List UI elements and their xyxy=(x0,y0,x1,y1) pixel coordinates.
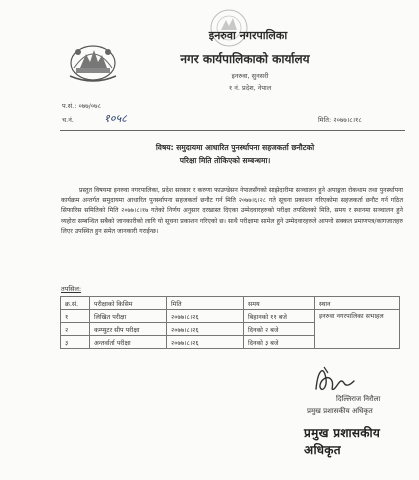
cell-time: दिनको २ बजे xyxy=(244,323,315,336)
letter-number: प.सं.: ०७७/०७८ xyxy=(62,102,101,110)
subject-line2: परिक्षा मिति तोकिएको सम्बन्धमा। xyxy=(179,156,271,165)
signature-icon xyxy=(310,359,360,399)
address-line2: १ नं. प्रदेश, नेपाल xyxy=(228,84,272,92)
header-exam-type: परीक्षाको किसिम xyxy=(90,297,167,310)
title-stamp: प्रमुख प्रशासकीय अधिकृत xyxy=(304,426,381,457)
table-row xyxy=(61,310,400,323)
cell-exam-type: कम्प्युटर सीप परीक्षा xyxy=(90,323,167,336)
subject-line1: विषय: समुदायमा आधारित पुनर्स्थापना सहजकर्ता छनौटको xyxy=(155,143,315,152)
cell-date: २०७७।८।२६ xyxy=(167,323,244,336)
cell-date: २०७७।८।२६ xyxy=(167,336,244,349)
cell-exam-type: अन्तर्वार्ता परीक्षा xyxy=(90,336,167,349)
office-name-line2: नगर कार्यपालिकाको कार्यालय xyxy=(180,52,310,66)
header-date: मिति xyxy=(167,297,244,310)
header-divider xyxy=(60,130,405,131)
government-emblem-icon xyxy=(66,38,120,84)
cell-time: दिनको ३ बजे xyxy=(244,336,315,349)
cell-exam-type: लिखित परीक्षा xyxy=(90,310,167,323)
exam-schedule-table xyxy=(60,296,400,349)
header-serial: क्र.सं. xyxy=(61,297,90,310)
header-time: समय xyxy=(244,297,315,310)
cell-serial: १ xyxy=(61,310,90,323)
header-location: स्थान xyxy=(315,297,400,310)
dispatch-number-label: च.नं. xyxy=(62,116,74,124)
signatory-title: प्रमुख प्रशासकीय अधिकृत xyxy=(307,407,373,415)
schedule-label: तपसिल: xyxy=(61,285,82,293)
cell-serial: २ xyxy=(61,323,90,336)
cell-serial: ३ xyxy=(61,336,90,349)
office-name-line1: इनरुवा नगरपालिका xyxy=(208,29,288,42)
notice-body: प्रस्तुत विषयमा इनरुवा नगरपालिका, प्रदेश सरकार र करुणा फाउण्डेसन नेपालसँगको साझेदारीमा सञ्चालन हुने अपाङ्गता रोकथाम तथा पुनर्स्थापना कार्यक्रम अन्तर्गत समुदायमा आधारित पुनर्स्थापना सहजकर्ता छनौट गर्न मिति २०७७।६।२८ गते सूचना प्रकाशन गरिएकोमा सहजकर्ता छनौट गर्न गठित सिफारिस समितिको मिति २०७७।८।१७ गतेको निर्णय अनुसार दरखास्त दिएका उम्मेदवारहरुको परीक्षा तपसिलको मिति, समय र स्थानमा सञ्चालन हुने व्यहोरा सम्बन्धित सबैको जानकारीको लागि यो सूचना प्रकाशन गरिएको छ। साथै परीक्षामा सामेल हुने उम्मेदवारहरुले आफ्नो सक्कल प्रमाणपत्र/कागजातहरु लिएर उपस्थित हुन समेत जानकारी गराईन्छ। xyxy=(61,187,403,235)
dispatch-number-value: १०५८ xyxy=(104,112,127,125)
address-line1: इनरुवा, सुनसरी xyxy=(231,72,269,80)
cell-time: बिहानको ११ बजे xyxy=(244,310,315,323)
letter-date: मिति: २०७७।८।१८ xyxy=(318,116,362,124)
signatory-name: दिल्लिराज निरौला xyxy=(336,395,381,403)
cell-location: इनरुवा नगरपालिका सभाहल xyxy=(315,310,400,349)
cell-date: २०७७।८।२६ xyxy=(167,310,244,323)
table-header-row xyxy=(61,297,400,310)
